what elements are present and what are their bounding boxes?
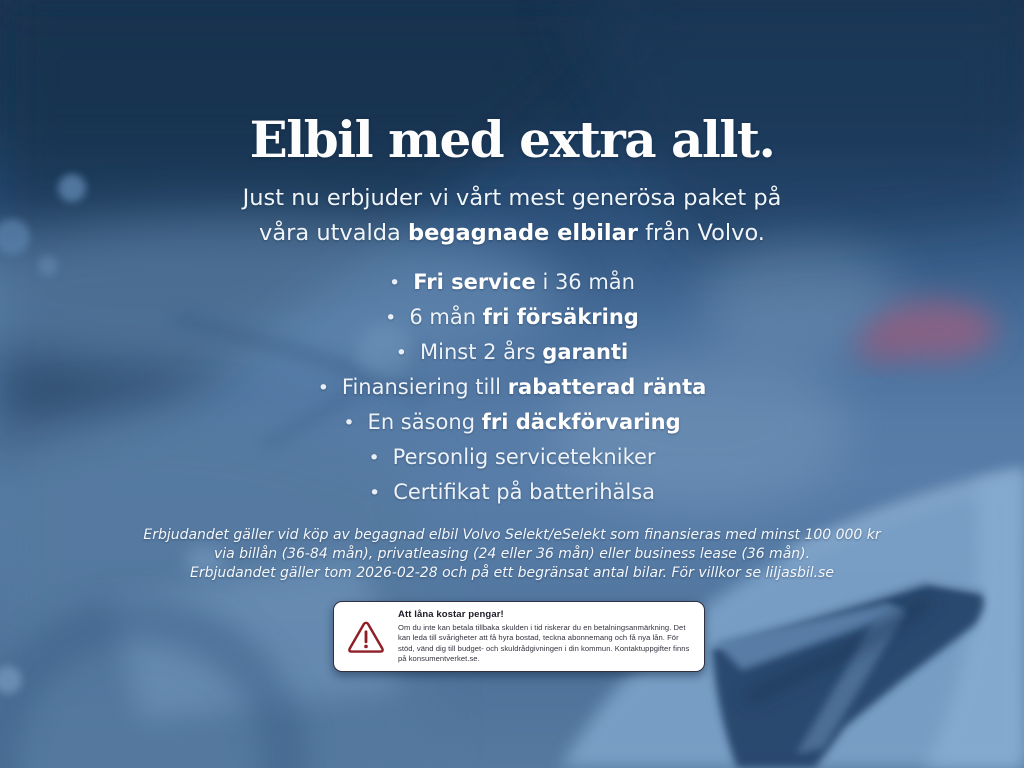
- offer-item-label: Certifikat på batterihälsa: [393, 480, 656, 504]
- offer-item-label: En säsong fri däckförvaring: [367, 410, 681, 434]
- offer-item: [0, 335, 1024, 370]
- terms-line: Erbjudandet gäller vid köp av begagnad elbil Volvo Selekt/eSelekt som finansieras med minst 100 000 kr: [143, 527, 881, 543]
- bullet-icon: •: [317, 377, 329, 399]
- bullet-icon: •: [368, 482, 381, 504]
- offer-list: [0, 265, 1024, 510]
- offer-item-label: Minst 2 års garanti: [420, 340, 629, 364]
- loan-warning-text: [398, 609, 690, 665]
- offer-item: [0, 370, 1024, 405]
- loan-warning-title: Att låna kostar pengar!: [398, 608, 504, 620]
- offer-item: [0, 300, 1024, 335]
- bullet-icon: •: [389, 272, 401, 294]
- subheadline-line2: våra utvalda begagnade elbilar från Volvo.: [259, 220, 765, 246]
- terms-line: Erbjudandet gäller tom 2026-02-28 och på ett begränsat antal bilar. För villkor se liljasbil.se: [190, 565, 834, 581]
- offer-item: [0, 265, 1024, 300]
- offer-item: [0, 475, 1024, 510]
- subheadline: [0, 181, 1024, 251]
- offer-item-label: 6 mån fri försäkring: [409, 305, 639, 329]
- subheadline-line1: Just nu erbjuder vi vårt mest generösa paket på: [242, 185, 782, 211]
- offer-item-label: Finansiering till rabatterad ränta: [341, 375, 707, 399]
- offer-item-label: Fri service i 36 mån: [413, 270, 635, 294]
- bullet-icon: •: [395, 342, 407, 364]
- loan-warning-box: [333, 601, 705, 672]
- bullet-icon: •: [343, 412, 355, 434]
- bullet-icon: •: [385, 307, 397, 329]
- offer-item-label: Personlig servicetekniker: [392, 445, 656, 469]
- headline: Elbil med extra allt.: [249, 110, 775, 169]
- warning-triangle-icon: [347, 620, 385, 654]
- terms-text: [0, 526, 1024, 583]
- offer-item: [0, 440, 1024, 475]
- loan-warning-body: Om du inte kan betala tillbaka skulden i tid riskerar du en betalningsanmärkning. Det kan leda till svårigheter att få hyra bostad, teckna abonnemang och få nya lån. För stöd, vänd dig till budget- och skuldrådgivningen i din kommun. Kontaktuppgifter finns på konsumentverket.se.: [398, 622, 690, 663]
- offer-item: [0, 405, 1024, 440]
- bullet-icon: •: [368, 447, 380, 469]
- terms-line: via billån (36-84 mån), privatleasing (24 eller 36 mån) eller business lease (36 mån).: [213, 546, 811, 562]
